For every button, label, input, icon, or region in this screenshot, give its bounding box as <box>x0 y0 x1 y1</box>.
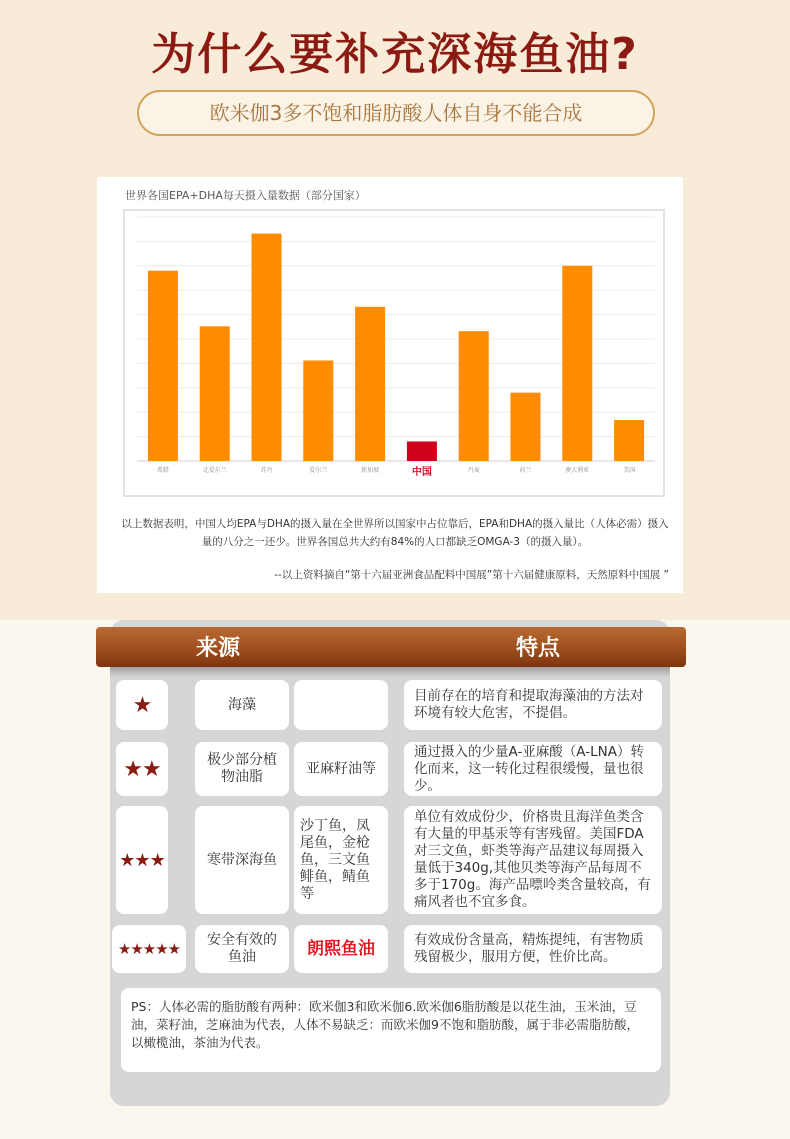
bar-9 <box>562 266 592 461</box>
ps-note: PS：人体必需的脂肪酸有两种：欧米伽3和欧米伽6.欧米伽6脂肪酸是以花生油，玉米油，豆油，菜籽油，芝麻油为代表，人体不易缺乏：而欧米伽9不饱和脂肪酸，属于非必需脂肪酸，以橄榄油，茶油为代表。 <box>121 988 661 1072</box>
chart-note: 以上数据表明，中国人均EPA与DHA的摄入量在全世界所以国家中占位靠后，EPA和DHA的摄入量比（人体必需）摄入量的八分之一还少。世界各国总共大约有84%的人口都缺乏OMGA-3（的摄入量）。 <box>121 518 669 548</box>
row-2-source: 极少部分植物油脂 <box>195 742 289 796</box>
row-4-desc: 有效成份含量高，精炼提纯，有害物质残留极少，服用方便，性价比高。 <box>404 925 662 973</box>
tick-label-4: 爱尔兰 <box>309 467 328 474</box>
tick-label-2: 北爱尔兰 <box>202 467 227 474</box>
bar-6 <box>407 441 437 461</box>
bar-chart <box>125 211 663 495</box>
chart-title: 世界各国EPA+DHA每天摄入量数据（部分国家） <box>125 189 366 202</box>
bar-1 <box>148 271 178 461</box>
bar-4 <box>303 360 333 461</box>
bar-8 <box>511 393 541 461</box>
header-shadow <box>110 667 670 677</box>
tick-label-6: 中国 <box>411 467 432 478</box>
row-3-example: 沙丁鱼，凤尾鱼，金枪鱼，三文鱼鲱鱼，鲭鱼等 <box>294 806 388 914</box>
chart-frame <box>123 209 665 497</box>
row-4-stars: ★★★★★ <box>112 925 186 973</box>
row-3-source: 寒带深海鱼 <box>195 806 289 914</box>
bar-10 <box>614 420 644 461</box>
tick-label-1: 希腊 <box>156 467 169 474</box>
tick-label-9: 澳大利亚 <box>565 467 590 474</box>
table-header <box>96 627 686 667</box>
header-source: 来源 <box>196 636 241 661</box>
row-1-desc: 目前存在的培育和提取海藻油的方法对环境有较大危害，不提倡。 <box>404 680 662 730</box>
row-1-source: 海藻 <box>195 680 289 730</box>
bar-5 <box>355 307 385 461</box>
row-2-desc: 通过摄入的少量A-亚麻酸（A-LNA）转化而来，这一转化过程很缓慢，量也很少。 <box>404 742 662 796</box>
chart-source: --以上资料摘自“第十六届亚洲食品配料中国展”第十六届健康原料，天然原料中国展 ” <box>274 569 669 581</box>
bar-2 <box>200 326 230 461</box>
row-1-stars: ★ <box>116 680 168 730</box>
bar-3 <box>252 234 282 461</box>
page-headline: 为什么要补充深海鱼油? <box>151 29 639 80</box>
subtitle-banner: 欧米伽3多不饱和脂肪酸人体自身不能合成 <box>137 90 655 136</box>
tick-label-3: 苏丹 <box>260 467 273 474</box>
chart-card <box>97 177 683 593</box>
tick-label-10: 美国 <box>623 467 636 474</box>
row-2-stars: ★★ <box>116 742 168 796</box>
brand-name: 朗熙鱼油 <box>307 938 375 959</box>
row-3-stars: ★★★ <box>116 806 168 914</box>
bar-7 <box>459 331 489 461</box>
row-2-example: 亚麻籽油等 <box>294 742 388 796</box>
row-1-example <box>294 680 388 730</box>
row-3-desc: 单位有效成份少，价格贵且海洋鱼类含有大量的甲基汞等有害残留。美国FDA对三文鱼，虾类等海产品建议每周摄入量低于340g,其他贝类等海产品每周不多于170g。海产品嘌呤类含量较高，有痛风者也不宜多食。 <box>404 806 662 914</box>
tick-label-5: 新加坡 <box>361 467 380 474</box>
row-4-source: 安全有效的鱼油 <box>195 925 289 973</box>
tick-label-7: 丹麦 <box>467 467 480 474</box>
tick-label-8: 荷兰 <box>519 467 532 474</box>
row-4-example <box>294 925 388 973</box>
header-feature: 特点 <box>516 636 561 661</box>
